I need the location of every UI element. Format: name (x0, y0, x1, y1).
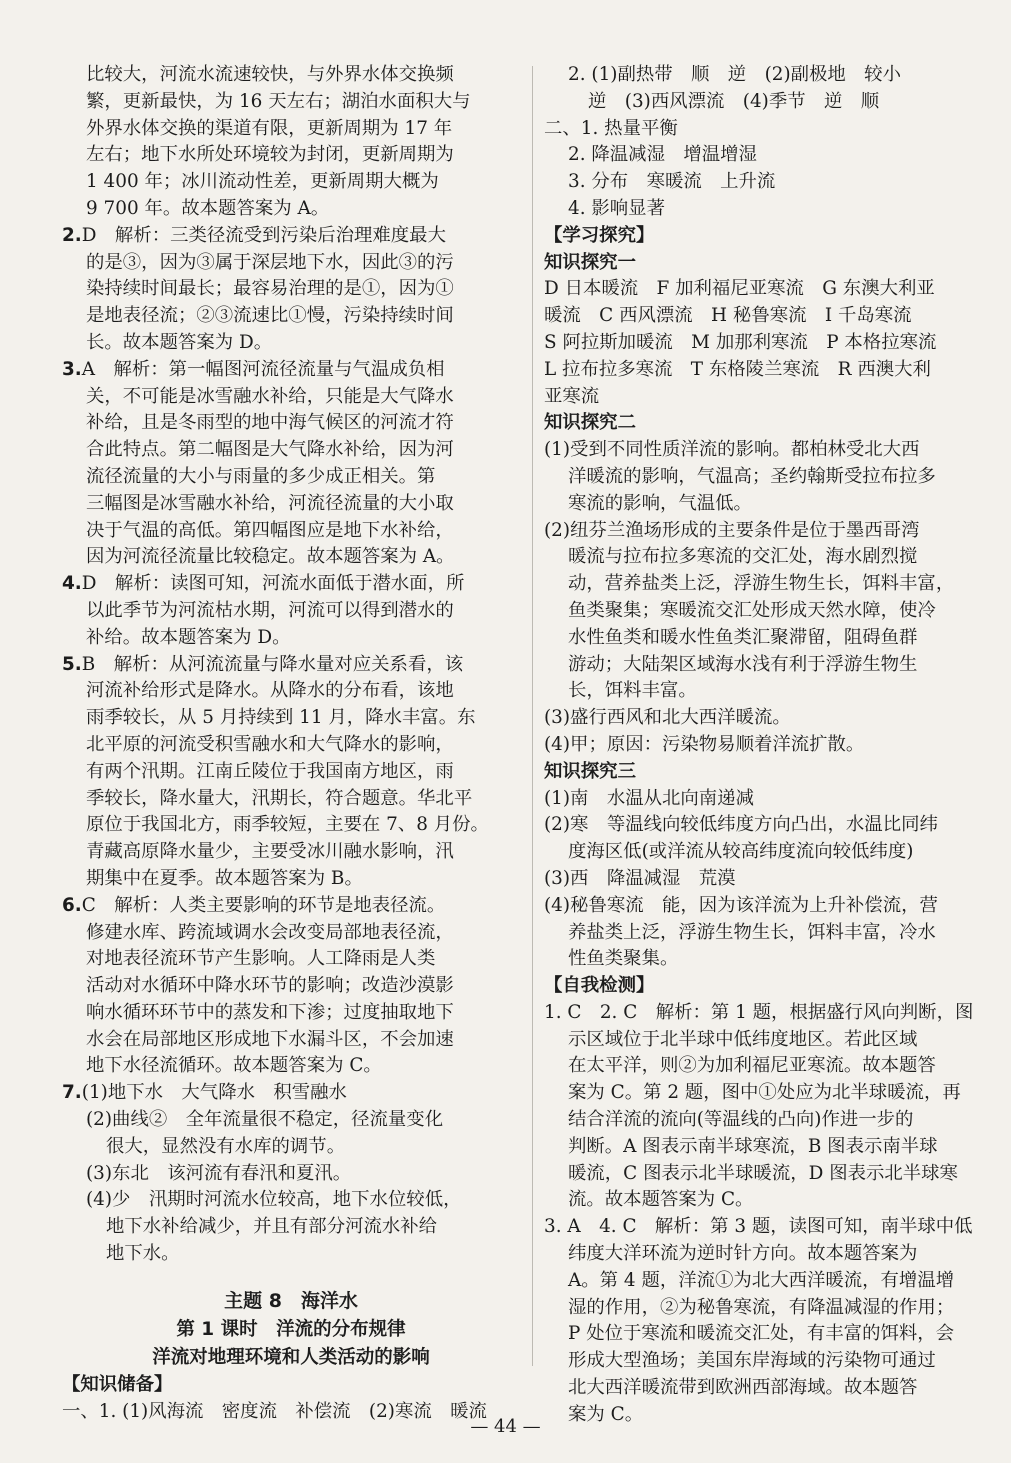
text-line: (3)盛行西风和北大西洋暖流。 (544, 707, 791, 729)
page-number: — 44 — (470, 1416, 541, 1437)
column-divider (532, 66, 533, 1366)
text-line: (2)寒 等温线向较低纬度方向凸出，水温比同纬 (544, 814, 938, 836)
text-line: 河流补给形式是降水。从降水的分布看，该地 (86, 680, 454, 702)
text-line: 判断。A 图表示南半球寒流，B 图表示南半球 (568, 1135, 938, 1157)
text-line: 长，饵料丰富。 (568, 680, 697, 702)
text-line: 案为 C。 (568, 1403, 644, 1425)
text-line: 长。故本题答案为 D。 (86, 331, 273, 353)
text-line: (1)受到不同性质洋流的影响。都柏林受北大西 (544, 439, 920, 461)
text-line: L 拉布拉多寒流 T 东格陵兰寒流 R 西澳大利 (544, 358, 931, 380)
subsection-heading: 知识探究三 (544, 760, 636, 782)
text-line: 3. A 4. C 解析：第 3 题，读图可知，南半球中低 (544, 1216, 973, 1238)
text-line: 补给，且是冬雨型的地中海气候区的河流才符 (86, 412, 454, 434)
text-line: 三幅图是冰雪融水补给，河流径流量的大小取 (86, 492, 454, 514)
text-line: 性鱼类聚集。 (568, 948, 679, 970)
text-line: 暖流与拉布拉多寒流的交汇处，海水剧烈搅 (568, 546, 918, 568)
question-number: 6. (62, 894, 82, 916)
text-line: 染持续时间最长；最容易治理的是①，因为① (86, 278, 454, 300)
text-line: 暖流，C 图表示北半球暖流，D 图表示北半球寒 (568, 1162, 958, 1184)
text-line: 1 400 年；冰川流动性差，更新周期大概为 (86, 171, 439, 193)
text-line: 地下水。 (106, 1243, 180, 1265)
subsection-heading: 知识探究一 (544, 251, 636, 273)
answer-q7 (62, 1080, 520, 1268)
text-line: 对地表径流环节产生影响。人工降雨是人类 (86, 948, 436, 970)
question-number: 2. (62, 224, 82, 246)
lesson-title: 第 1 课时 洋流的分布规律 (176, 1318, 406, 1340)
text-line: 青藏高原降水量少，主要受冰川融水影响，汛 (86, 841, 454, 863)
left-column (62, 62, 520, 1426)
text-line: (4)少 汛期时河流水位较高，地下水位较低， (86, 1189, 462, 1211)
lesson-subtitle: 洋流对地理环境和人类活动的影响 (152, 1347, 430, 1369)
text-line: 2. 降温减湿 增温增湿 (568, 144, 757, 166)
text-line: A 解析：第一幅图河流径流量与气温成负相 (81, 358, 445, 380)
text-line: 以此季节为河流枯水期，河流可以得到潜水的 (86, 599, 454, 621)
text-line: 有两个汛期。江南丘陵位于我国南方地区，雨 (86, 760, 454, 782)
text-line: 外界水体交换的渠道有限，更新周期为 17 年 (86, 117, 453, 139)
text-line: 暖流 C 西风漂流 H 秘鲁寒流 I 千岛寒流 (544, 305, 912, 327)
text-line: 2. (1)副热带 顺 逆 (2)副极地 较小 (568, 64, 901, 85)
text-line: 活动对水循环中降水环节的影响；改造沙漠影 (86, 975, 454, 997)
text-line: A。第 4 题，洋流①为北大西洋暖流，有增温增 (568, 1269, 955, 1291)
text-line: 案为 C。第 2 题，图中①处应为北半球暖流，再 (568, 1082, 961, 1104)
text-line: 是地表径流；②③流速比①慢，污染持续时间 (86, 305, 454, 327)
question-number: 3. (62, 358, 82, 380)
text-line: 纬度大洋环流为逆时针方向。故本题答案为 (568, 1243, 918, 1265)
text-line: 地下水径流循环。故本题答案为 C。 (86, 1055, 382, 1077)
answer-q4 (62, 571, 520, 651)
text-line: D 日本暖流 F 加利福尼亚寒流 G 东澳大利亚 (544, 278, 935, 300)
text-line: (4)秘鲁寒流 能，因为该洋流为上升补偿流，营 (544, 894, 938, 916)
text-line: 水会在局部地区形成地下水漏斗区，不会加速 (86, 1028, 454, 1050)
text-line: 动，营养盐类上泛，浮游生物生长，饵料丰富， (568, 573, 955, 595)
text-line: 水性鱼类和暖水性鱼类汇聚滞留，阻碍鱼群 (568, 626, 918, 648)
text-line: (2)曲线② 全年流量很不稳定，径流量变化 (86, 1109, 444, 1131)
text-line: 4. 影响显著 (568, 197, 665, 219)
text-line: 雨季较长，从 5 月持续到 11 月，降水丰富。东 (86, 707, 476, 729)
text-line: 9 700 年。故本题答案为 A。 (86, 197, 330, 219)
text-line: 度海区低(或洋流从较高纬度流向较低纬度) (568, 841, 914, 863)
section-heading: 【学习探究】 (544, 224, 655, 246)
text-line: 决于气温的高低。第四幅图应是地下水补给， (86, 519, 454, 541)
question-number: 4. (62, 573, 82, 595)
text-line: 修建水库、跨流域调水会改变局部地表径流， (86, 921, 454, 943)
section-heading: 【自我检测】 (544, 975, 655, 997)
text-line: 形成大型渔场；美国东岸海域的污染物可通过 (568, 1350, 936, 1372)
answer-q5 (62, 652, 520, 893)
text-line: 原位于我国北方，雨季较短，主要在 7、8 月份。 (86, 814, 489, 836)
text-line: 响水循环环节中的蒸发和下渗；过度抽取地下 (86, 1001, 454, 1023)
text-line: 比较大，河流水流速较快，与外界水体交换频 (86, 64, 454, 85)
text-line: 的是③，因为③属于深层地下水，因此③的污 (86, 251, 454, 273)
text-line: 北平原的河流受积雪融水和大气降水的影响， (86, 733, 454, 755)
text-line: (1)南 水温从北向南递减 (544, 787, 754, 809)
text-line: 流。故本题答案为 C。 (568, 1189, 754, 1211)
right-column (544, 62, 991, 1429)
text-line: 洋暖流的影响，气温高；圣约翰斯受拉布拉多 (568, 465, 936, 487)
text-line: 流径流量的大小与雨量的多少成正相关。第 (86, 465, 436, 487)
text-line: 养盐类上泛，浮游生物生长，饵料丰富，冷水 (568, 921, 936, 943)
text-line: 季较长，降水量大，汛期长，符合题意。华北平 (86, 787, 473, 809)
answer-q3 (62, 357, 520, 571)
text-line: 期集中在夏季。故本题答案为 B。 (86, 867, 363, 889)
text-line: 游动；大陆架区域海水浅有利于浮游生物生 (568, 653, 918, 675)
text-line: 地下水补给减少，并且有部分河流水补给 (106, 1216, 438, 1238)
text-line: (4)甲；原因：污染物易顺着洋流扩散。 (544, 733, 865, 755)
text-line: 示区域位于北半球中低纬度地区。若此区域 (568, 1028, 918, 1050)
text-line: 湿的作用，②为秘鲁寒流，有降温减湿的作用； (568, 1296, 955, 1318)
text-line: 北大西洋暖流带到欧洲西部海域。故本题答 (568, 1377, 918, 1399)
text-line: 鱼类聚集；寒暖流交汇处形成天然水障，使冷 (568, 599, 936, 621)
text-line: 在太平洋，则②为加利福尼亚寒流。故本题答 (568, 1055, 936, 1077)
text-line: D 解析：三类径流受到污染后治理难度最大 (81, 224, 446, 246)
section-heading: 【知识储备】 (62, 1374, 173, 1396)
text-line: 二、1. 热量平衡 (544, 117, 678, 139)
answer-q2 (62, 223, 520, 357)
text-line: 合此特点。第二幅图是大气降水补给，因为河 (86, 439, 454, 461)
text-line: 亚寒流 (544, 385, 600, 407)
text-line: (2)纽芬兰渔场形成的主要条件是位于墨西哥湾 (544, 519, 920, 541)
question-number: 5. (62, 653, 82, 675)
text-line: B 解析：从河流流量与降水量对应关系看，该 (81, 653, 464, 675)
text-line: 寒流的影响，气温低。 (568, 492, 752, 514)
text-line: (1)地下水 大气降水 积雪融水 (81, 1082, 347, 1104)
text-line: 结合洋流的流向(等温线的凸向)作进一步的 (568, 1109, 914, 1131)
question-number: 7. (62, 1082, 82, 1104)
text-line: 因为河流径流量比较稳定。故本题答案为 A。 (86, 546, 455, 568)
text-line: 很大，显然没有水库的调节。 (106, 1135, 346, 1157)
text-line: C 解析：人类主要影响的环节是地表径流。 (81, 894, 446, 916)
topic-title: 主题 8 海洋水 (224, 1289, 358, 1312)
text-line: 繁，更新最快，为 16 天左右；湖泊水面积大与 (86, 90, 471, 112)
text-line: P 处位于寒流和暖流交汇处，有丰富的饵料，会 (568, 1323, 955, 1345)
text-line: 补给。故本题答案为 D。 (86, 626, 291, 648)
text-line: 左右；地下水所处环境较为封闭，更新周期为 (86, 144, 454, 166)
text-line: 3. 分布 寒暖流 上升流 (568, 171, 776, 193)
text-line: S 阿拉斯加暖流 M 加那利寒流 P 本格拉寒流 (544, 331, 937, 353)
text-line: 关，不可能是冰雪融水补给，只能是大气降水 (86, 385, 454, 407)
text-line: 一、1. (1)风海流 密度流 补偿流 (2)寒流 暖流 (62, 1401, 487, 1423)
text-line: (3)东北 该河流有春汛和夏汛。 (86, 1162, 352, 1184)
q1-continuation (62, 62, 520, 223)
text-line: 1. C 2. C 解析：第 1 题，根据盛行风向判断，图 (544, 1001, 974, 1023)
subsection-heading: 知识探究二 (544, 412, 636, 434)
text-line: 逆 (3)西风漂流 (4)季节 逆 顺 (588, 90, 880, 112)
text-line: D 解析：读图可知，河流水面低于潜水面，所 (81, 573, 465, 595)
answer-q6 (62, 893, 520, 1081)
text-line: (3)西 降温减湿 荒漠 (544, 867, 736, 889)
